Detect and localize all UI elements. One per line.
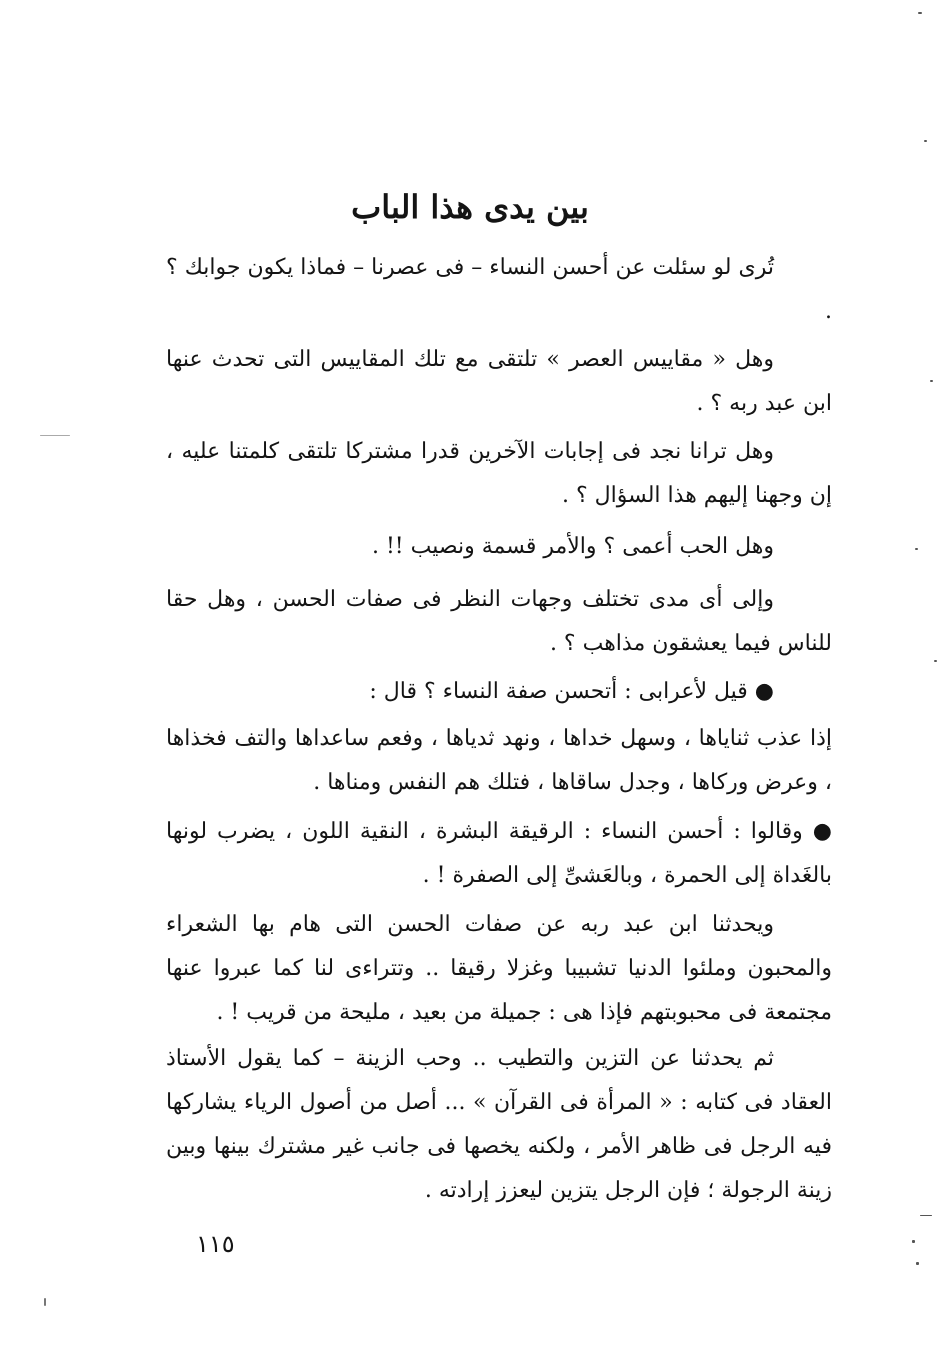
scan-speck bbox=[916, 1262, 919, 1265]
scan-speck bbox=[934, 660, 937, 662]
scan-speck bbox=[924, 140, 927, 142]
paragraph-4 bbox=[166, 525, 832, 569]
paragraph-6 bbox=[166, 670, 832, 714]
paragraph-1 bbox=[166, 246, 832, 334]
scan-speck bbox=[918, 12, 922, 14]
paragraph-text: تُرى لو سئلت عن أحسن النساء – فى عصرنا – فماذا يكون جوابك ؟ . bbox=[166, 255, 832, 324]
paragraph-text: إذا عذب ثناياها ، وسهل خداها ، ونهد ثدياها ، وفعم ساعداها والتف فخذاها ، وعرض وركاها ، وجدل ساقاها ، فتلك هم النفس ومناها . bbox=[166, 726, 832, 795]
scan-speck bbox=[40, 435, 70, 436]
scan-speck bbox=[44, 1298, 46, 1306]
scan-speck bbox=[930, 380, 933, 382]
bullet-paragraph-text: ● قيل لأعرابى : أتحسن صفة النساء ؟ قال : bbox=[369, 679, 774, 704]
paragraph-8 bbox=[166, 810, 832, 898]
paragraph-text: وهل « مقاييس العصر » تلتقى مع تلك المقاييس التى تحدث عنها ابن عبد ربه ؟ . bbox=[166, 347, 832, 416]
paragraph-5 bbox=[166, 578, 832, 666]
scan-speck bbox=[915, 548, 918, 550]
paragraph-10 bbox=[166, 1037, 832, 1213]
paragraph-text: وإلى أى مدى تختلف وجهات النظر فى صفات الحسن ، وهل حقا للناس فيما يعشقون مذاهب ؟ . bbox=[166, 587, 832, 656]
paragraph-text: ثم يحدثنا عن التزين والتطيب .. وحب الزينة – كما يقول الأستاذ العقاد فى كتابه : « المرأة فى القرآن » ... أصل من أصول الرياء يشاركها فيه الرجل فى ظاهر الأمر ، ولكنه يخصها فى جانب غير مشترك بينها وبين زينة الرجولة ؛ فإن الرجل يتزين ليعزز إرادته . bbox=[166, 1046, 832, 1203]
scan-speck bbox=[920, 1215, 932, 1216]
paragraph-text: وهل ترانا نجد فى إجابات الآخرين قدرا مشتركا تلتقى كلمتنا عليه ، إن وجهنا إليهم هذا السؤال ؟ . bbox=[166, 439, 832, 508]
paragraph-text: ويحدثنا ابن عبد ربه عن صفات الحسن التى هام بها الشعراء والمحبون وملئوا الدنيا تشبيبا وغزلا رقيقا .. وتتراءى لنا كما عبروا عنها مجتمعة فى محبوبتهم فإذا هى : جميلة من بعيد ، مليحة من قريب ! . bbox=[166, 912, 832, 1025]
paragraph-2 bbox=[166, 338, 832, 426]
paragraph-text: وهل الحب أعمى ؟ والأمر قسمة ونصيب !! . bbox=[371, 534, 774, 559]
paragraph-9 bbox=[166, 903, 832, 1035]
paragraph-3 bbox=[166, 430, 832, 518]
scan-speck bbox=[912, 1240, 915, 1243]
chapter-title: بين يدى هذا الباب bbox=[351, 188, 589, 226]
bullet-paragraph-text: ● وقالوا : أحسن النساء : الرقيقة البشرة ، النقية اللون ، يضرب لونها بالغَداة إلى الحمرة ، وبالعَشىِّ إلى الصفرة ! . bbox=[166, 819, 832, 888]
paragraph-7 bbox=[166, 717, 832, 805]
page-number: ١١٥ bbox=[196, 1230, 235, 1258]
